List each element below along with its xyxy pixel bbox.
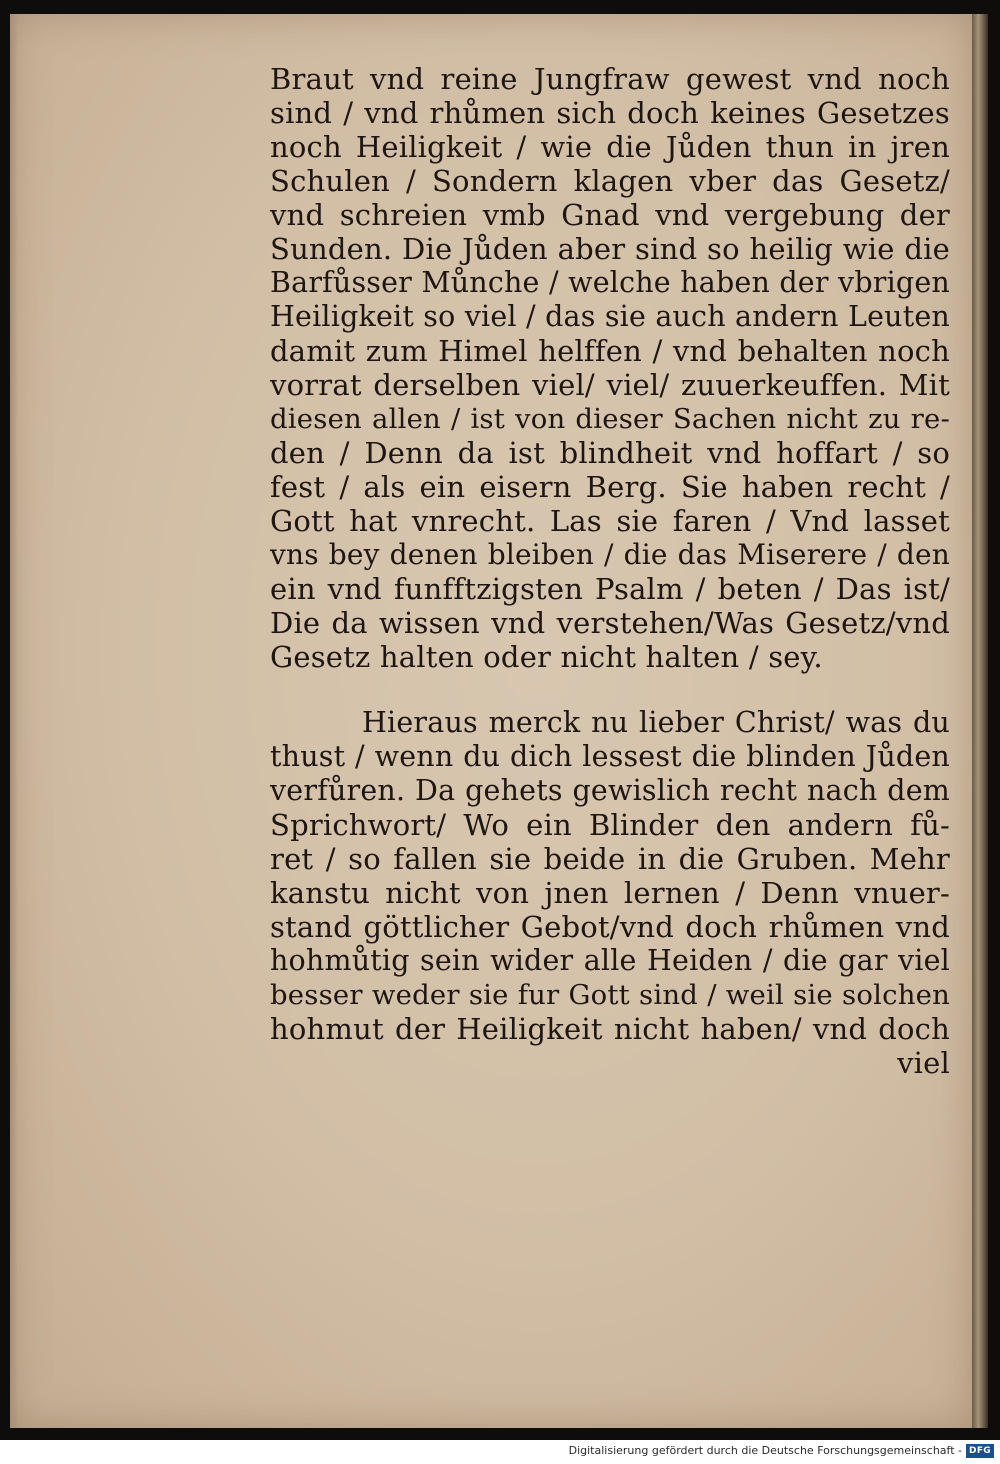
text-line: noch Heiligkeit / wie die Jůden thun in jren bbox=[270, 130, 950, 164]
text-line: Hieraus merck nu lieber Christ/ was du bbox=[362, 706, 950, 739]
text-line: stand göttlicher Gebot/vnd doch rhůmen vnd bbox=[270, 910, 950, 944]
text-line: diesen allen / ist von dieser Sachen nicht zu re- bbox=[270, 403, 950, 435]
text-block bbox=[270, 62, 950, 1080]
catchword: viel bbox=[897, 1046, 950, 1080]
paragraph-1 bbox=[270, 62, 950, 674]
text-line: Gott hat vnrecht. Las sie faren / Vnd lasset bbox=[270, 504, 950, 538]
text-line: Sunden. Die Jůden aber sind so heilig wie die bbox=[270, 232, 950, 266]
text-line: den / Denn da ist blindheit vnd hoffart / so bbox=[270, 436, 950, 470]
dfg-logo: DFG bbox=[966, 1444, 994, 1458]
text-line: sind / vnd rhůmen sich doch keines Gesetzes bbox=[270, 96, 950, 130]
text-line: vns bey denen bleiben / die das Miserere / den bbox=[270, 538, 950, 571]
text-line: Die da wissen vnd verstehen/Was Gesetz/vnd bbox=[270, 606, 950, 640]
text-line: kanstu nicht von jnen lernen / Denn vnuer- bbox=[270, 876, 950, 910]
page-right-edge bbox=[972, 14, 988, 1428]
text-line: vnd schreien vmb Gnad vnd vergebung der bbox=[270, 198, 950, 232]
funding-credit: Digitalisierung gefördert durch die Deutsche Forschungsgemeinschaft - bbox=[568, 1444, 962, 1457]
text-line: Barfůsser Můnche / welche haben der vbrigen bbox=[270, 266, 950, 299]
text-line: hohmůtig sein wider alle Heiden / die gar viel bbox=[270, 944, 950, 977]
footer-bar bbox=[0, 1440, 1000, 1464]
text-line: Gesetz halten oder nicht halten / sey. bbox=[270, 640, 823, 674]
text-line: ret / so fallen sie beide in die Gruben. Mehr bbox=[270, 842, 950, 876]
text-line: Braut vnd reine Jungfraw gewest vnd noch bbox=[270, 62, 950, 96]
text-line: Sprichwort/ Wo ein Blinder den andern fů- bbox=[270, 808, 950, 842]
text-line: vorrat derselben viel/ viel/ zuuerkeuffen. Mit bbox=[270, 368, 950, 402]
paragraph-gap bbox=[270, 674, 950, 706]
text-line: thust / wenn du dich lessest die blinden Jůden bbox=[270, 740, 950, 773]
text-line: ein vnd funfftzigsten Psalm / beten / Das ist/ bbox=[270, 572, 950, 606]
text-line: Schulen / Sondern klagen vber das Gesetz/ bbox=[270, 164, 950, 198]
text-line: verfůren. Da gehets gewislich recht nach dem bbox=[270, 774, 950, 807]
text-line: hohmut der Heiligkeit nicht haben/ vnd doch bbox=[270, 1012, 950, 1046]
paragraph-2 bbox=[270, 706, 950, 1046]
text-line: besser weder sie fur Gott sind / weil sie solchen bbox=[270, 979, 950, 1011]
text-line: Heiligkeit so viel / das sie auch andern Leuten bbox=[270, 300, 950, 333]
text-line: fest / als ein eisern Berg. Sie haben recht / bbox=[270, 470, 950, 504]
text-line: damit zum Himel helffen / vnd behalten noch bbox=[270, 334, 950, 368]
page-left-edge bbox=[10, 14, 18, 1428]
